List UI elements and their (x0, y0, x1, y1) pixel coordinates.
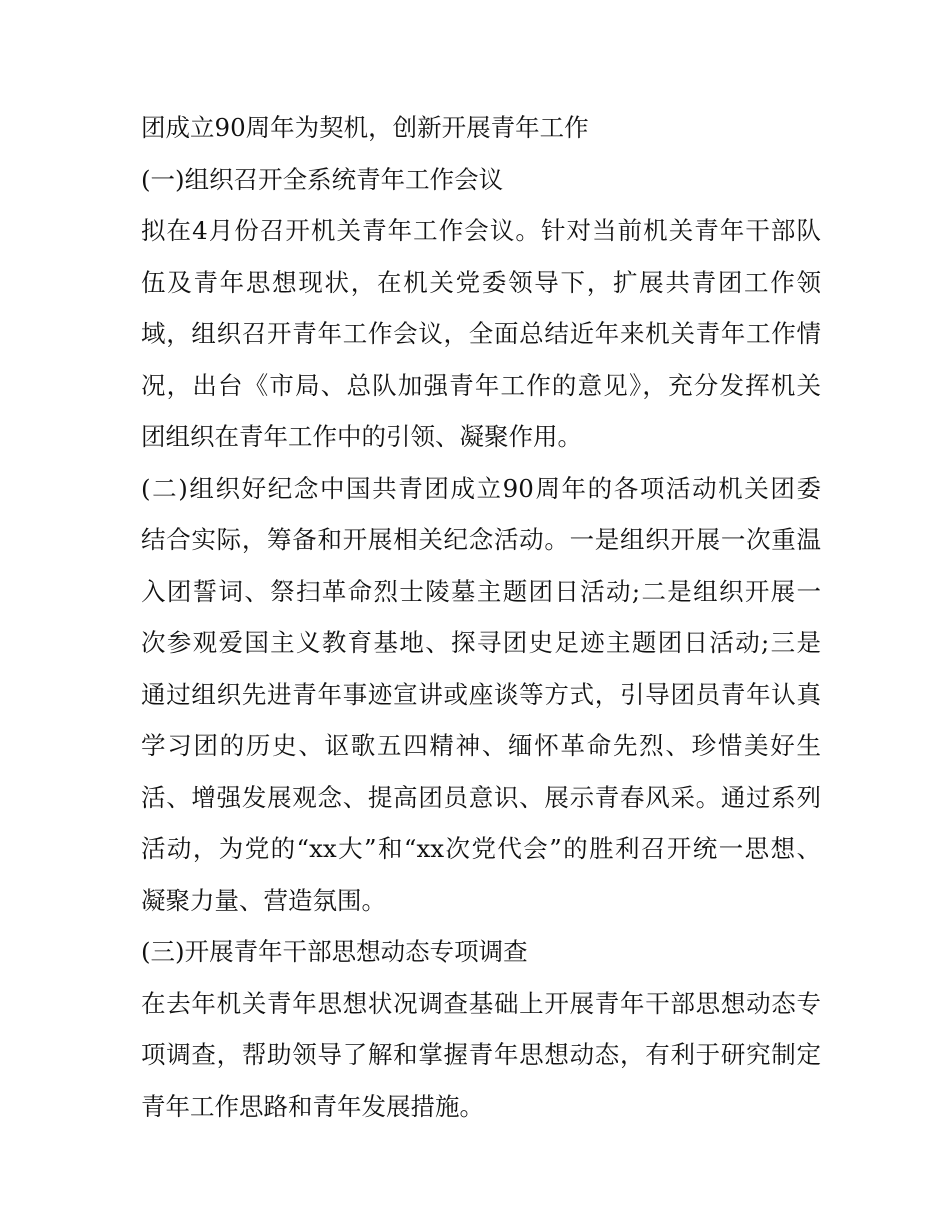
paragraph-line: 在去年机关青年思想状况调查基础上开展青年干部思想动态专 (141, 988, 821, 1018)
section-heading: (一)组织召开全系统青年工作会议 (141, 164, 504, 194)
paragraph-line: 入团誓词、祭扫革命烈士陵墓主题团日活动;二是组织开展一 (141, 576, 821, 606)
paragraph-line: 青年工作思路和青年发展措施。 (141, 1091, 484, 1121)
paragraph-line: 团成立90周年为契机，创新开展青年工作 (141, 113, 589, 142)
paragraph-line: 活动，为党的“xx大”和“xx次党代会”的胜利召开统一思想、 (141, 834, 821, 863)
paragraph-line: 团组织在青年工作中的引领、凝聚作用。 (141, 422, 582, 451)
paragraph-line: 伍及青年思想现状，在机关党委领导下，扩展共青团工作领 (141, 267, 821, 297)
paragraph-line: 域，组织召开青年工作会议，全面总结近年来机关青年工作情 (141, 319, 821, 348)
paragraph-line: 通过组织先进青年事迹宣讲或座谈等方式，引导团员青年认真 (141, 679, 821, 709)
paragraph-line: 凝聚力量、营造氛围。 (141, 885, 386, 915)
paragraph-line: 况，出台《市局、总队加强青年工作的意见》，充分发挥机关 (141, 370, 821, 400)
paragraph-line: 拟在4月份召开机关青年工作会议。针对当前机关青年干部队 (141, 216, 821, 245)
section-heading: (三)开展青年干部思想动态专项调查 (141, 937, 528, 966)
paragraph-line: 活、增强发展观念、提高团员意识、展示青春风采。通过系列 (141, 782, 821, 812)
paragraph-line: 项调查，帮助领导了解和掌握青年思想动态，有利于研究制定 (141, 1040, 821, 1069)
document-body (141, 108, 821, 1138)
paragraph-line: 学习团的历史、讴歌五四精神、缅怀革命先烈、珍惜美好生 (141, 731, 821, 760)
section-heading: (二)组织好纪念中国共青团成立90周年的各项活动机关团委 (141, 473, 821, 503)
paragraph-line: 次参观爱国主义教育基地、探寻团史足迹主题团日活动;三是 (141, 628, 821, 657)
paragraph-line: 结合实际，筹备和开展相关纪念活动。一是组织开展一次重温 (141, 525, 821, 554)
